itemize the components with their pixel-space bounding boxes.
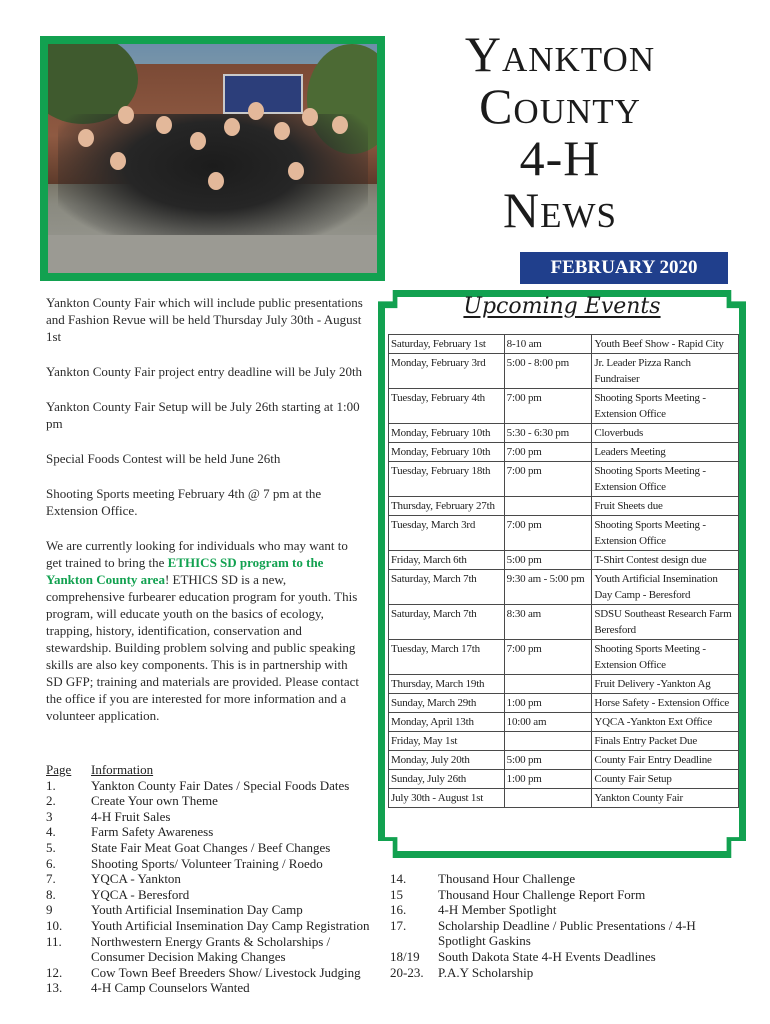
toc-item <box>46 965 386 981</box>
event-row <box>389 424 739 443</box>
toc-page-number: 17. <box>390 917 407 933</box>
event-row <box>389 570 739 605</box>
toc-item-title: 4-H Fruit Sales <box>91 808 171 824</box>
event-name: SDSU Southeast Research Farm Beresford <box>592 605 739 640</box>
event-row <box>389 516 739 551</box>
announcement-fair-setup: Yankton County Fair Setup will be July 26th starting at 1:00 pm <box>46 399 360 431</box>
toc-item-title: Youth Artificial Insemination Day Camp <box>91 902 303 918</box>
announcement-ethics-sd: We are currently looking for individuals who may want to get trained to bring the ETHICS SD program to the Yankton County area! ETHICS SD is a new, comprehensive furbearer education program for youth. This program, will educate youth on the basics of ecology, trapping, history, identification, conservation and stewardship. Building problem solving and public speaking skills are also key components. This is in partnership with SD GFP; training and materials are provided. Please contact the office if you are interested for more information and a volunteer application. <box>46 538 360 723</box>
event-date: Thursday, March 19th <box>389 675 505 694</box>
group-photo-frame <box>40 36 385 281</box>
event-row <box>389 675 739 694</box>
toc-item-title: Northwestern Energy Grants & Scholarships / Consumer Decision Making Changes <box>91 933 331 965</box>
toc-item <box>46 809 386 825</box>
event-time: 1:00 pm <box>504 770 592 789</box>
event-name: Yankton County Fair <box>592 789 739 808</box>
event-time: 7:00 pm <box>504 640 592 675</box>
event-time: 7:00 pm <box>504 389 592 424</box>
event-name: Leaders Meeting <box>592 443 739 462</box>
event-row <box>389 605 739 640</box>
toc-item <box>46 778 386 794</box>
event-row <box>389 713 739 732</box>
event-time: 8:30 am <box>504 605 592 640</box>
events-title: Upcoming Events <box>463 294 661 319</box>
event-name: T-Shirt Contest design due <box>592 551 739 570</box>
event-name: Shooting Sports Meeting - Extension Office <box>592 640 739 675</box>
toc-item-title: Farm Safety Awareness <box>91 824 214 840</box>
toc-page-number: 16. <box>390 902 407 918</box>
event-time <box>504 497 592 516</box>
event-date: Monday, February 10th <box>389 443 505 462</box>
toc-item-title: 4-H Member Spotlight <box>438 902 557 918</box>
event-time: 5:00 - 8:00 pm <box>504 354 592 389</box>
toc-item <box>390 887 730 903</box>
toc-item-title: 4-H Camp Counselors Wanted <box>91 980 250 996</box>
toc-item <box>46 871 386 887</box>
event-date: July 30th - August 1st <box>389 789 505 808</box>
event-name: Fruit Delivery -Yankton Ag <box>592 675 739 694</box>
toc-page-number: 11. <box>46 933 62 949</box>
announcements <box>46 294 366 742</box>
event-name: Shooting Sports Meeting - Extension Office <box>592 389 739 424</box>
toc-item <box>46 856 386 872</box>
event-name: Jr. Leader Pizza Ranch Fundraiser <box>592 354 739 389</box>
toc-item <box>390 949 730 965</box>
table-of-contents-continued <box>390 871 730 980</box>
toc-item-title: P.A.Y Scholarship <box>438 964 534 980</box>
event-time: 5:30 - 6:30 pm <box>504 424 592 443</box>
toc-item <box>390 965 730 981</box>
event-date: Tuesday, March 17th <box>389 640 505 675</box>
announcement-special-foods: Special Foods Contest will be held June 26th <box>46 451 281 466</box>
ethics-sd-link[interactable]: ETHICS SD program to the Yankton County area <box>46 555 324 587</box>
event-name: Youth Artificial Insemination Day Camp - Beresford <box>592 570 739 605</box>
event-time <box>504 732 592 751</box>
toc-item <box>46 918 386 934</box>
toc-item <box>390 871 730 887</box>
toc-page-number: 7. <box>46 871 56 887</box>
toc-item <box>46 902 386 918</box>
event-time: 10:00 am <box>504 713 592 732</box>
event-row <box>389 770 739 789</box>
event-row <box>389 354 739 389</box>
event-row <box>389 640 739 675</box>
event-time: 7:00 pm <box>504 443 592 462</box>
event-date: Monday, February 10th <box>389 424 505 443</box>
issue-date-banner: FEBRUARY 2020 <box>520 252 728 284</box>
table-of-contents <box>46 762 386 996</box>
event-date: Tuesday, February 4th <box>389 389 505 424</box>
event-time <box>504 675 592 694</box>
event-date: Sunday, March 29th <box>389 694 505 713</box>
toc-item-title: Cow Town Beef Breeders Show/ Livestock Judging <box>91 964 361 980</box>
toc-item <box>46 793 386 809</box>
event-row <box>389 443 739 462</box>
toc-item-title: Create Your own Theme <box>91 793 218 809</box>
toc-page-number: 10. <box>46 917 63 933</box>
toc-page-number: 1. <box>46 777 56 793</box>
event-date: Saturday, March 7th <box>389 605 505 640</box>
event-name: Shooting Sports Meeting - Extension Office <box>592 462 739 497</box>
event-time <box>504 789 592 808</box>
toc-page-number: 8. <box>46 886 56 902</box>
event-time: 1:00 pm <box>504 694 592 713</box>
announcement-fair: Yankton County Fair which will include public presentations and Fashion Revue will be held Thursday July 30th - August 1st <box>46 295 363 344</box>
announcement-shooting-sports: Shooting Sports meeting February 4th @ 7 pm at the Extension Office. <box>46 486 322 518</box>
toc-page-number: 6. <box>46 855 56 871</box>
toc-item <box>46 934 386 965</box>
toc-header: Page Information <box>46 762 154 777</box>
toc-item <box>390 918 730 949</box>
toc-item <box>46 840 386 856</box>
toc-page-number: 12. <box>46 964 63 980</box>
event-date: Sunday, July 26th <box>389 770 505 789</box>
event-name: YQCA -Yankton Ext Office <box>592 713 739 732</box>
event-name: Fruit Sheets due <box>592 497 739 516</box>
toc-item-title: Thousand Hour Challenge Report Form <box>438 886 646 902</box>
event-name: County Fair Setup <box>592 770 739 789</box>
event-time: 5:00 pm <box>504 751 592 770</box>
event-row <box>389 335 739 354</box>
toc-item-title: YQCA - Beresford <box>91 886 190 902</box>
toc-item-title: Scholarship Deadline / Public Presentations / 4-H Spotlight Gaskins <box>438 917 696 949</box>
toc-item <box>390 902 730 918</box>
toc-item-title: Thousand Hour Challenge <box>438 871 576 886</box>
toc-page-number: 5. <box>46 839 56 855</box>
toc-item-title: South Dakota State 4-H Events Deadlines <box>438 948 656 964</box>
event-row <box>389 551 739 570</box>
event-time: 8-10 am <box>504 335 592 354</box>
toc-item-title: YQCA - Yankton <box>91 871 181 887</box>
toc-page-number: 3 <box>46 808 53 824</box>
event-date: Tuesday, March 3rd <box>389 516 505 551</box>
event-row <box>389 789 739 808</box>
event-date: Friday, March 6th <box>389 551 505 570</box>
toc-item <box>46 824 386 840</box>
event-date: Friday, May 1st <box>389 732 505 751</box>
toc-item <box>46 980 386 996</box>
event-row <box>389 751 739 770</box>
event-row <box>389 694 739 713</box>
event-date: Tuesday, February 18th <box>389 462 505 497</box>
event-name: Finals Entry Packet Due <box>592 732 739 751</box>
toc-item <box>46 887 386 903</box>
event-date: Thursday, February 27th <box>389 497 505 516</box>
event-date: Monday, April 13th <box>389 713 505 732</box>
event-time: 7:00 pm <box>504 462 592 497</box>
event-row <box>389 462 739 497</box>
event-name: Youth Beef Show - Rapid City <box>592 335 739 354</box>
toc-page-number: 15 <box>390 886 403 902</box>
event-name: County Fair Entry Deadline <box>592 751 739 770</box>
toc-page-number: 14. <box>390 871 407 886</box>
event-date: Monday, February 3rd <box>389 354 505 389</box>
announcement-entry-deadline: Yankton County Fair project entry deadline will be July 20th <box>46 364 363 379</box>
toc-item-title: Shooting Sports/ Volunteer Training / Roedo <box>91 855 323 871</box>
toc-item-title: State Fair Meat Goat Changes / Beef Changes <box>91 839 331 855</box>
event-time: 5:00 pm <box>504 551 592 570</box>
events-table <box>388 334 739 808</box>
toc-item-title: Yankton County Fair Dates / Special Foods Dates <box>91 777 350 793</box>
event-time: 9:30 am - 5:00 pm <box>504 570 592 605</box>
toc-page-number: 4. <box>46 824 56 840</box>
newsletter-title: Yankton County 4-H News <box>464 26 656 238</box>
event-row <box>389 732 739 751</box>
toc-page-number: 9 <box>46 902 53 918</box>
toc-page-number: 2. <box>46 793 56 809</box>
toc-page-number: 18/19 <box>390 948 420 964</box>
toc-page-number: 20-23. <box>390 964 424 980</box>
toc-page-number: 13. <box>46 980 63 996</box>
event-name: Shooting Sports Meeting - Extension Office <box>592 516 739 551</box>
event-name: Horse Safety - Extension Office <box>592 694 739 713</box>
event-row <box>389 497 739 516</box>
event-time: 7:00 pm <box>504 516 592 551</box>
toc-item-title: Youth Artificial Insemination Day Camp Registration <box>91 917 370 933</box>
event-date: Saturday, February 1st <box>389 335 505 354</box>
event-date: Monday, July 20th <box>389 751 505 770</box>
event-name: Cloverbuds <box>592 424 739 443</box>
event-date: Saturday, March 7th <box>389 570 505 605</box>
group-photo <box>48 44 377 273</box>
event-row <box>389 389 739 424</box>
